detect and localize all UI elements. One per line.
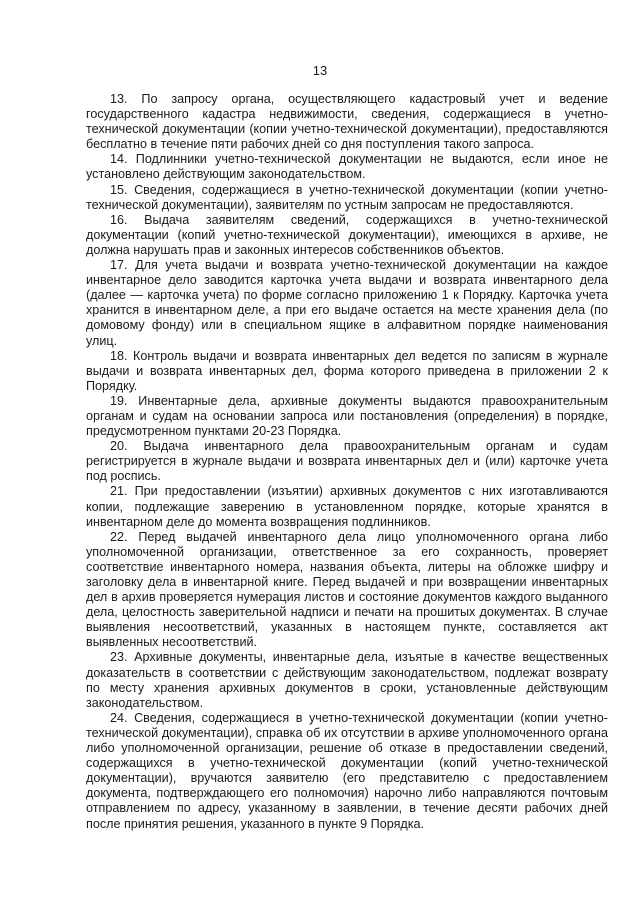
document-body — [86, 92, 608, 832]
paragraph-14: 14. Подлинники учетно-технической документации не выдаются, если иное не установлено действующим законодательством. — [86, 152, 608, 182]
paragraph-24: 24. Сведения, содержащиеся в учетно-технической документации (копии учетно-технической документации), справка об их отсутствии в архиве уполномоченного органа либо уполномоченной организации, решение об отказе в предоставлении сведений, содержащихся в учетно-технической документации (копий учетно-технической документации), вручаются заявителю (его представителю с предоставлением документа, подтверждающего его полномочия) нарочно либо направляются почтовым отправлением по адресу, указанному в заявлении, в течение десяти рабочих дней после принятия решения, указанного в пункте 9 Порядка. — [86, 710, 608, 831]
paragraph-17: 17. Для учета выдачи и возврата учетно-технической документации на каждое инвентарное дело заводится карточка учета выдачи и возврата инвентарного дела (далее — карточка учета) по форме согласно приложению 1 к Порядку. Карточка учета хранится в инвентарном деле, а при его выдаче остается на месте хранения дела (по домовому фонду) или в специальном ящике в алфавитном порядке наименования улиц. — [86, 258, 608, 348]
paragraph-23: 23. Архивные документы, инвентарные дела, изъятые в качестве вещественных доказательств в соответствии с действующим законодательством, подлежат возврату по месту хранения архивных документов в сроки, установленные действующим законодательством. — [86, 650, 608, 710]
paragraph-18: 18. Контроль выдачи и возврата инвентарных дел ведется по записям в журнале выдачи и возврата инвентарных дел, форма которого приведена в приложении 2 к Порядку. — [86, 348, 608, 393]
paragraph-13: 13. По запросу органа, осуществляющего кадастровый учет и ведение государственного кадастра недвижимости, сведения, содержащиеся в учетно-технической документации (копии учетно-технической документации), предоставляются бесплатно в течение пяти рабочих дней со дня поступления такого запроса. — [86, 92, 608, 152]
paragraph-19: 19. Инвентарные дела, архивные документы выдаются правоохранительным органам и судам на основании запроса или постановления (определения) в порядке, предусмотренном пунктами 20-23 Порядка. — [86, 393, 608, 439]
paragraph-21: 21. При предоставлении (изъятии) архивных документов с них изготавливаются копии, подлежащие заверению в установленном порядке, которые хранятся в инвентарном деле до момента возвращения подлинников. — [86, 484, 608, 529]
paragraph-22: 22. Перед выдачей инвентарного дела лицо уполномоченного органа либо уполномоченной организации, ответственное за его сохранность, проверяет соответствие инвентарного номера, названия объекта, литеры на обложке шифру и заголовку дела в инвентарной книге. Перед выдачей и при возвращении инвентарных дел в архив проверяется нумерация листов и состояние документов каждого выданного дела, целостность заверительной надписи и печати на прошитых документах. В случае выявления несоответствий, указанных в настоящем пункте, составляется акт выявленных несоответствий. — [86, 529, 608, 650]
paragraph-15: 15. Сведения, содержащиеся в учетно-технической документации (копии учетно-технической документации), заявителям по устным запросам не предоставляются. — [86, 182, 608, 212]
paragraph-20: 20. Выдача инвентарного дела правоохранительным органам и судам регистрируется в журнале выдачи и возврата инвентарных дел и (или) карточке учета под роспись. — [86, 439, 608, 484]
page-number: 13 — [312, 63, 328, 78]
paragraph-16: 16. Выдача заявителям сведений, содержащихся в учетно-технической документации (копий учетно-технической документации), имеющихся в архиве, не должна нарушать прав и законных интересов собственников объектов. — [86, 212, 608, 257]
